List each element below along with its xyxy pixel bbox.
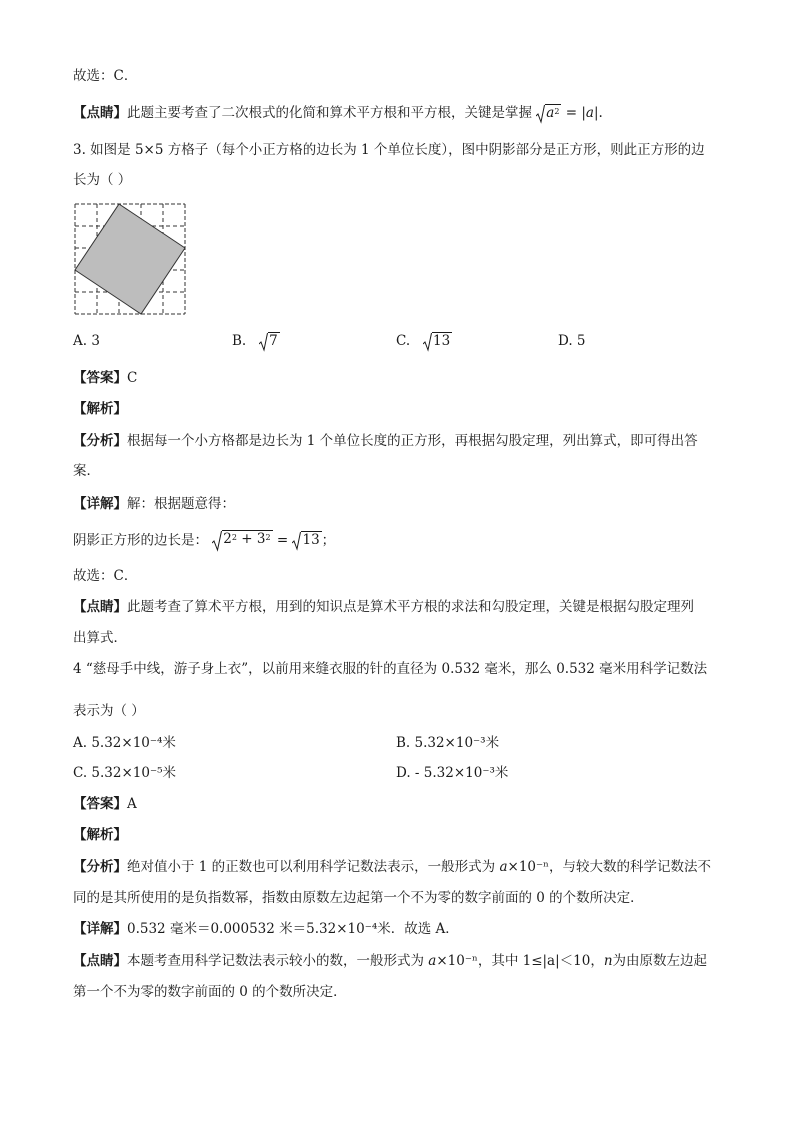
q3-stem-line1: 3. 如图是 5×5 方格子（每个小正方格的边长为 1 个单位长度），图中阴影部分是正方形，则此正方形的边 (73, 142, 705, 158)
q4-stem-line1: 4 “慈母手中线，游子身上衣”，以前用来缝衣服的针的直径为 0.532 毫米，那么 0.532 毫米用科学记数法 (73, 661, 708, 677)
q3-calculation: 阴影正方形的边长是： $2^2 + 3^2$ = 13 ； (73, 530, 335, 552)
radical-sign-icon (259, 332, 268, 352)
q3-comment-line2: 出算式． (73, 630, 127, 646)
q3-analysis-line1: 【分析】根据每一个小方格都是边长为 1 个单位长度的正方形，再根据勾股定理，列出算式，即可得出答 (73, 433, 698, 449)
q4-analysis-line1: 【分析】绝对值小于 1 的正数也可以利用科学记数法表示，一般形式为 a×10⁻ⁿ，与较大数的科学记数法不 (73, 859, 711, 875)
q4-analysis-line2: 同的是其所使用的是负指数幂，指数由原数左边起第一个不为零的数字前面的 0 的个数所决定． (73, 890, 644, 906)
comment-text: 此题主要考查了二次根式的化简和算术平方根和平方根，关键是掌握 (127, 105, 532, 121)
q4-stem-line2: 表示为（ ） (73, 703, 145, 719)
q4-option-d: D. - 5.32×10⁻³米 (396, 765, 509, 781)
q4-option-c: C. 5.32×10⁻⁵米 (73, 765, 177, 781)
q4-comment-line1: 【点睛】本题考查用科学记数法表示较小的数，一般形式为 a×10⁻ⁿ，其中 1≤|a|＜10，n为由原数左边起 (73, 953, 708, 969)
equals-sign: = (561, 105, 582, 121)
sqrt-a-squared: $a^2$ (536, 104, 561, 124)
radical-sign-icon (423, 332, 432, 352)
q4-option-a: A. 5.32×10⁻⁴米 (73, 735, 176, 751)
q3-final-choice: 故选：C． (73, 568, 138, 584)
abs-a: |a| (581, 105, 599, 121)
q3-analysis-line2: 案． (73, 463, 100, 479)
line-comment-prev (73, 103, 603, 124)
q4-detail: 【详解】0.532 毫米＝0.000532 米＝5.32×10⁻⁴米．故选 A． (73, 921, 459, 937)
q4-jiexi-heading: 【解析】 (73, 827, 127, 843)
radical-sign-icon (212, 530, 222, 552)
q3-option-d: D. 5 (558, 333, 586, 349)
sqrt-2sq-plus-3sq: $2^2 + 3^2$ (212, 530, 272, 552)
radical-sign-icon (292, 531, 301, 551)
q3-detail: 【详解】解：根据题意得： (73, 496, 235, 512)
comment-tag: 【点睛】 (73, 105, 127, 121)
radical-sign-icon (536, 104, 545, 124)
sqrt-13: 13 (292, 531, 321, 551)
q3-option-c: C. 13 (396, 331, 452, 352)
q4-comment-line2: 第一个不为零的数字前面的 0 的个数所决定． (73, 984, 347, 1000)
q3-stem-line2: 长为（ ） (73, 172, 132, 188)
line-final-choice-prev: 故选：C． (73, 68, 138, 84)
q3-comment-line1: 【点睛】此题考查了算术平方根，用到的知识点是算术平方根的求法和勾股定理，关键是根据勾股定理列 (73, 599, 694, 615)
q4-option-b: B. 5.32×10⁻³米 (396, 735, 500, 751)
shaded-square (75, 204, 185, 314)
q4-answer: 【答案】A (73, 796, 137, 812)
period: . (598, 105, 603, 121)
grid-figure (73, 202, 187, 316)
q3-jiexi-heading: 【解析】 (73, 401, 127, 417)
q3-option-b: B. 7 (232, 331, 280, 352)
q3-answer: 【答案】C (73, 370, 138, 386)
q3-option-a: A. 3 (73, 333, 100, 349)
